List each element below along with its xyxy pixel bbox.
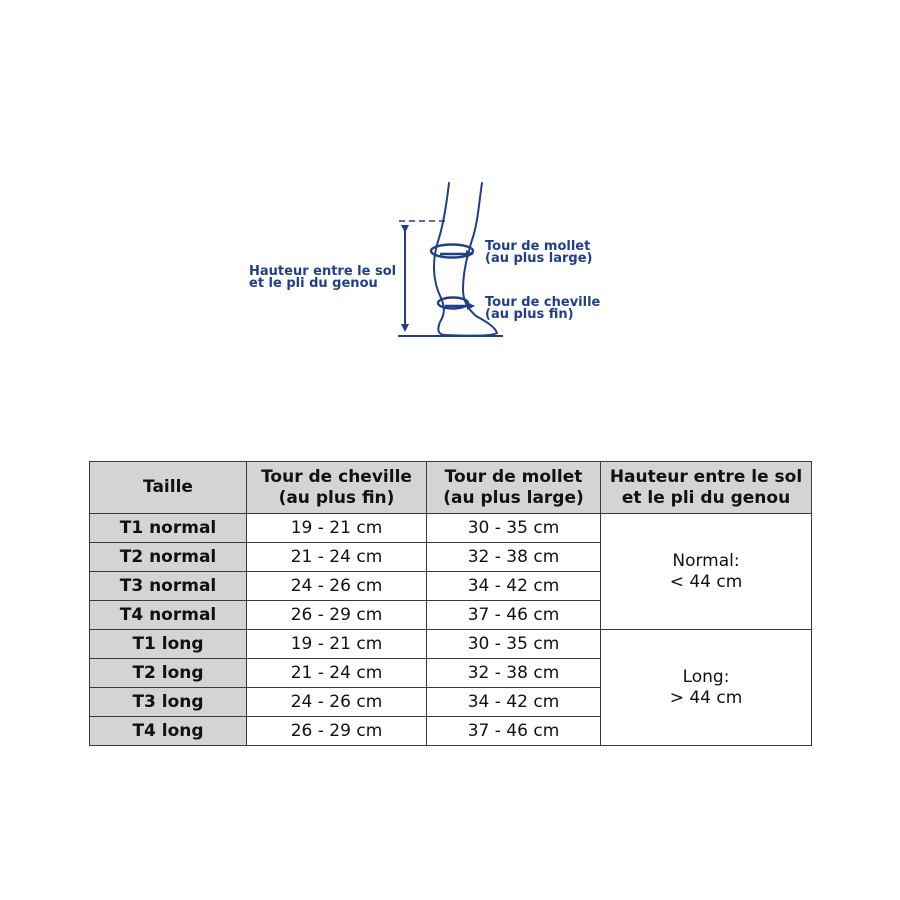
height-normal-cell: Normal: < 44 cm xyxy=(601,514,812,630)
calf-cell: 30 - 35 cm xyxy=(427,514,601,543)
ankle-cell: 19 - 21 cm xyxy=(247,630,427,659)
calf-cell: 37 - 46 cm xyxy=(427,717,601,746)
size-cell: T3 long xyxy=(90,688,247,717)
height-label-line1: Hauteur entre le sol xyxy=(249,264,397,279)
calf-label-line1: Tour de mollet xyxy=(485,239,591,254)
size-table xyxy=(89,461,812,746)
size-cell: T1 long xyxy=(90,630,247,659)
header-ankle: Tour de cheville (au plus fin) xyxy=(247,462,427,514)
calf-ring-icon xyxy=(431,245,473,258)
calf-cell: 32 - 38 cm xyxy=(427,659,601,688)
height-long-cell: Long: > 44 cm xyxy=(601,630,812,746)
ankle-cell: 19 - 21 cm xyxy=(247,514,427,543)
calf-label-line2: (au plus large) xyxy=(485,251,593,266)
ankle-cell: 24 - 26 cm xyxy=(247,572,427,601)
calf-cell: 34 - 42 cm xyxy=(427,688,601,717)
ankle-label-line1: Tour de cheville xyxy=(485,295,601,310)
size-cell: T3 normal xyxy=(90,572,247,601)
header-calf: Tour de mollet (au plus large) xyxy=(427,462,601,514)
calf-cell: 32 - 38 cm xyxy=(427,543,601,572)
calf-cell: 37 - 46 cm xyxy=(427,601,601,630)
size-cell: T1 normal xyxy=(90,514,247,543)
ankle-cell: 21 - 24 cm xyxy=(247,659,427,688)
size-cell: T4 normal xyxy=(90,601,247,630)
header-height: Hauteur entre le sol et le pli du genou xyxy=(601,462,812,514)
calf-cell: 34 - 42 cm xyxy=(427,572,601,601)
header-size: Taille xyxy=(90,462,247,514)
height-label-line2: et le pli du genou xyxy=(249,276,378,291)
ankle-cell: 26 - 29 cm xyxy=(247,601,427,630)
header-row xyxy=(90,462,812,514)
size-cell: T2 long xyxy=(90,659,247,688)
calf-cell: 30 - 35 cm xyxy=(427,630,601,659)
table-row xyxy=(90,630,812,659)
size-cell: T4 long xyxy=(90,717,247,746)
table-row xyxy=(90,514,812,543)
ankle-cell: 24 - 26 cm xyxy=(247,688,427,717)
ankle-cell: 26 - 29 cm xyxy=(247,717,427,746)
ankle-label-line2: (au plus fin) xyxy=(485,307,574,322)
ankle-cell: 21 - 24 cm xyxy=(247,543,427,572)
size-cell: T2 normal xyxy=(90,543,247,572)
